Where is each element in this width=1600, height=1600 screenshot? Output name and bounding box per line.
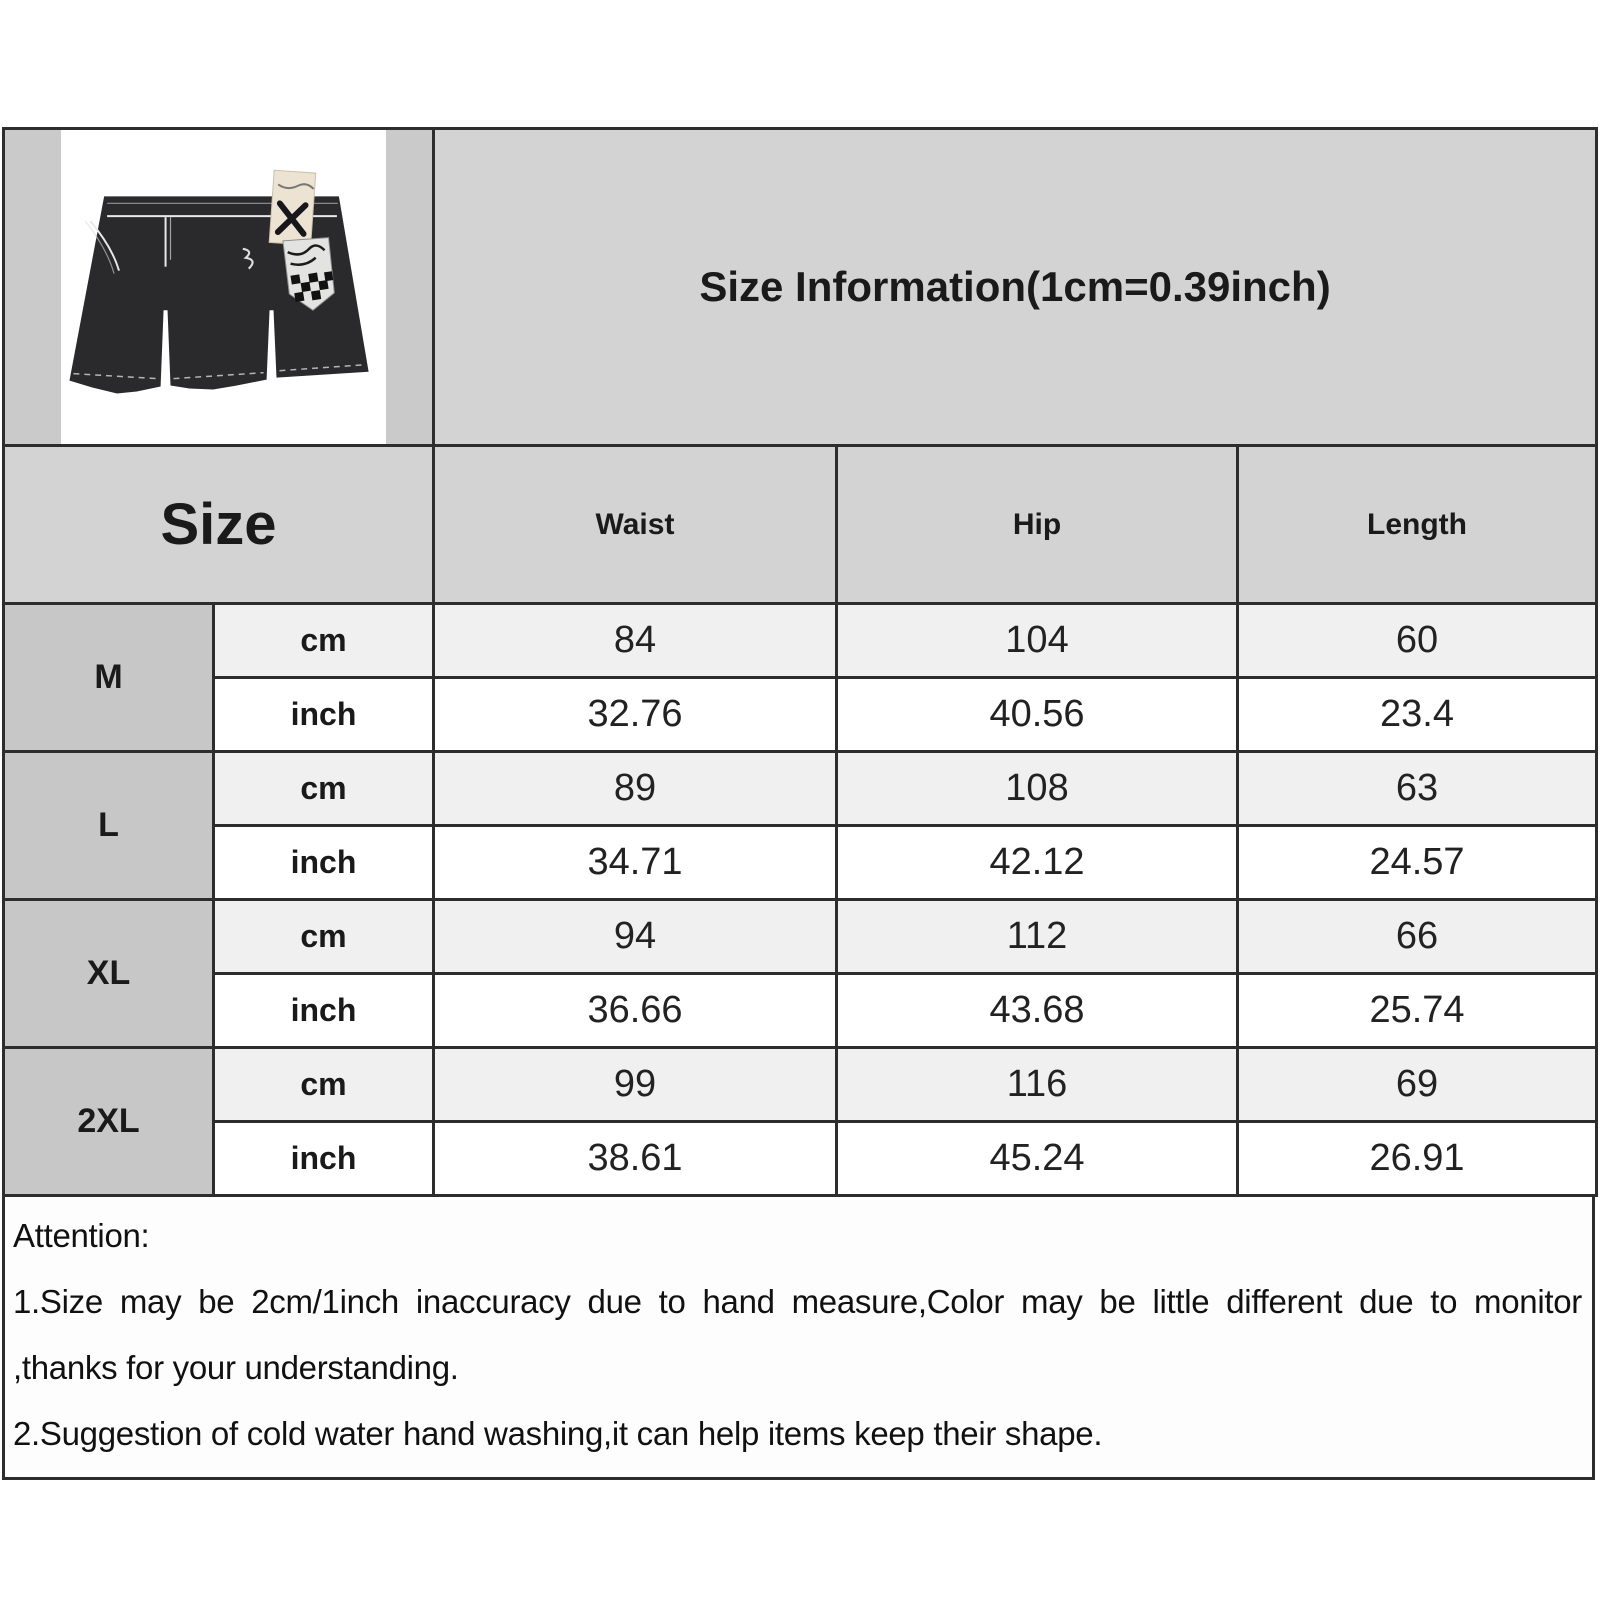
value-xl-hip-cm: 112 bbox=[837, 900, 1238, 974]
shorts-image bbox=[61, 130, 386, 444]
value-l-waist-inch: 34.71 bbox=[434, 826, 837, 900]
value-m-hip-cm: 104 bbox=[837, 604, 1238, 678]
column-header-length: Length bbox=[1238, 446, 1597, 604]
value-l-waist-cm: 89 bbox=[434, 752, 837, 826]
table-row-2xl-inch bbox=[4, 1122, 1597, 1196]
unit-label-cm: cm bbox=[214, 1048, 434, 1122]
size-label-m: M bbox=[4, 604, 214, 752]
table-row-media bbox=[4, 129, 1597, 446]
hang-tag bbox=[269, 170, 316, 245]
attention-note-box bbox=[2, 1194, 1595, 1480]
value-xl-length-inch: 25.74 bbox=[1238, 974, 1597, 1048]
value-2xl-waist-inch: 38.61 bbox=[434, 1122, 837, 1196]
size-label-2xl: 2XL bbox=[4, 1048, 214, 1196]
value-l-hip-inch: 42.12 bbox=[837, 826, 1238, 900]
value-2xl-hip-inch: 45.24 bbox=[837, 1122, 1238, 1196]
unit-label-cm: cm bbox=[214, 900, 434, 974]
value-2xl-length-cm: 69 bbox=[1238, 1048, 1597, 1122]
table-row-l-inch bbox=[4, 826, 1597, 900]
unit-label-inch: inch bbox=[214, 974, 434, 1048]
size-chart bbox=[2, 127, 1595, 1480]
table-row-l-cm bbox=[4, 752, 1597, 826]
attention-heading: Attention: bbox=[13, 1217, 150, 1254]
value-l-length-inch: 24.57 bbox=[1238, 826, 1597, 900]
unit-label-cm: cm bbox=[214, 604, 434, 678]
size-chart-table bbox=[2, 127, 1598, 1197]
value-xl-waist-inch: 36.66 bbox=[434, 974, 837, 1048]
page-title: Size Information(1cm=0.39inch) bbox=[434, 129, 1597, 446]
value-xl-length-cm: 66 bbox=[1238, 900, 1597, 974]
unit-label-cm: cm bbox=[214, 752, 434, 826]
value-2xl-waist-cm: 99 bbox=[434, 1048, 837, 1122]
unit-label-inch: inch bbox=[214, 826, 434, 900]
value-l-hip-cm: 108 bbox=[837, 752, 1238, 826]
unit-label-inch: inch bbox=[214, 678, 434, 752]
value-m-waist-cm: 84 bbox=[434, 604, 837, 678]
value-m-length-inch: 23.4 bbox=[1238, 678, 1597, 752]
value-m-waist-inch: 32.76 bbox=[434, 678, 837, 752]
product-image-cell bbox=[4, 129, 434, 446]
table-header-row bbox=[4, 446, 1597, 604]
table-row-xl-cm bbox=[4, 900, 1597, 974]
value-xl-hip-inch: 43.68 bbox=[837, 974, 1238, 1048]
table-row-xl-inch bbox=[4, 974, 1597, 1048]
value-2xl-length-inch: 26.91 bbox=[1238, 1122, 1597, 1196]
attention-note-1-cont: ,thanks for your understanding. bbox=[13, 1349, 459, 1386]
size-label-xl: XL bbox=[4, 900, 214, 1048]
value-m-hip-inch: 40.56 bbox=[837, 678, 1238, 752]
table-row-m-inch bbox=[4, 678, 1597, 752]
column-header-waist: Waist bbox=[434, 446, 837, 604]
table-row-2xl-cm bbox=[4, 1048, 1597, 1122]
value-l-length-cm: 63 bbox=[1238, 752, 1597, 826]
product-photo bbox=[61, 130, 386, 444]
unit-label-inch: inch bbox=[214, 1122, 434, 1196]
size-label-l: L bbox=[4, 752, 214, 900]
column-header-hip: Hip bbox=[837, 446, 1238, 604]
table-row-m-cm bbox=[4, 604, 1597, 678]
value-xl-waist-cm: 94 bbox=[434, 900, 837, 974]
attention-note-1: 1.Size may be 2cm/1inch inaccuracy due to hand measure,Color may be little different due to monitor bbox=[13, 1283, 1582, 1320]
attention-note-2: 2.Suggestion of cold water hand washing,it can help items keep their shape. bbox=[13, 1415, 1103, 1452]
value-m-length-cm: 60 bbox=[1238, 604, 1597, 678]
column-header-size: Size bbox=[4, 446, 434, 604]
value-2xl-hip-cm: 116 bbox=[837, 1048, 1238, 1122]
